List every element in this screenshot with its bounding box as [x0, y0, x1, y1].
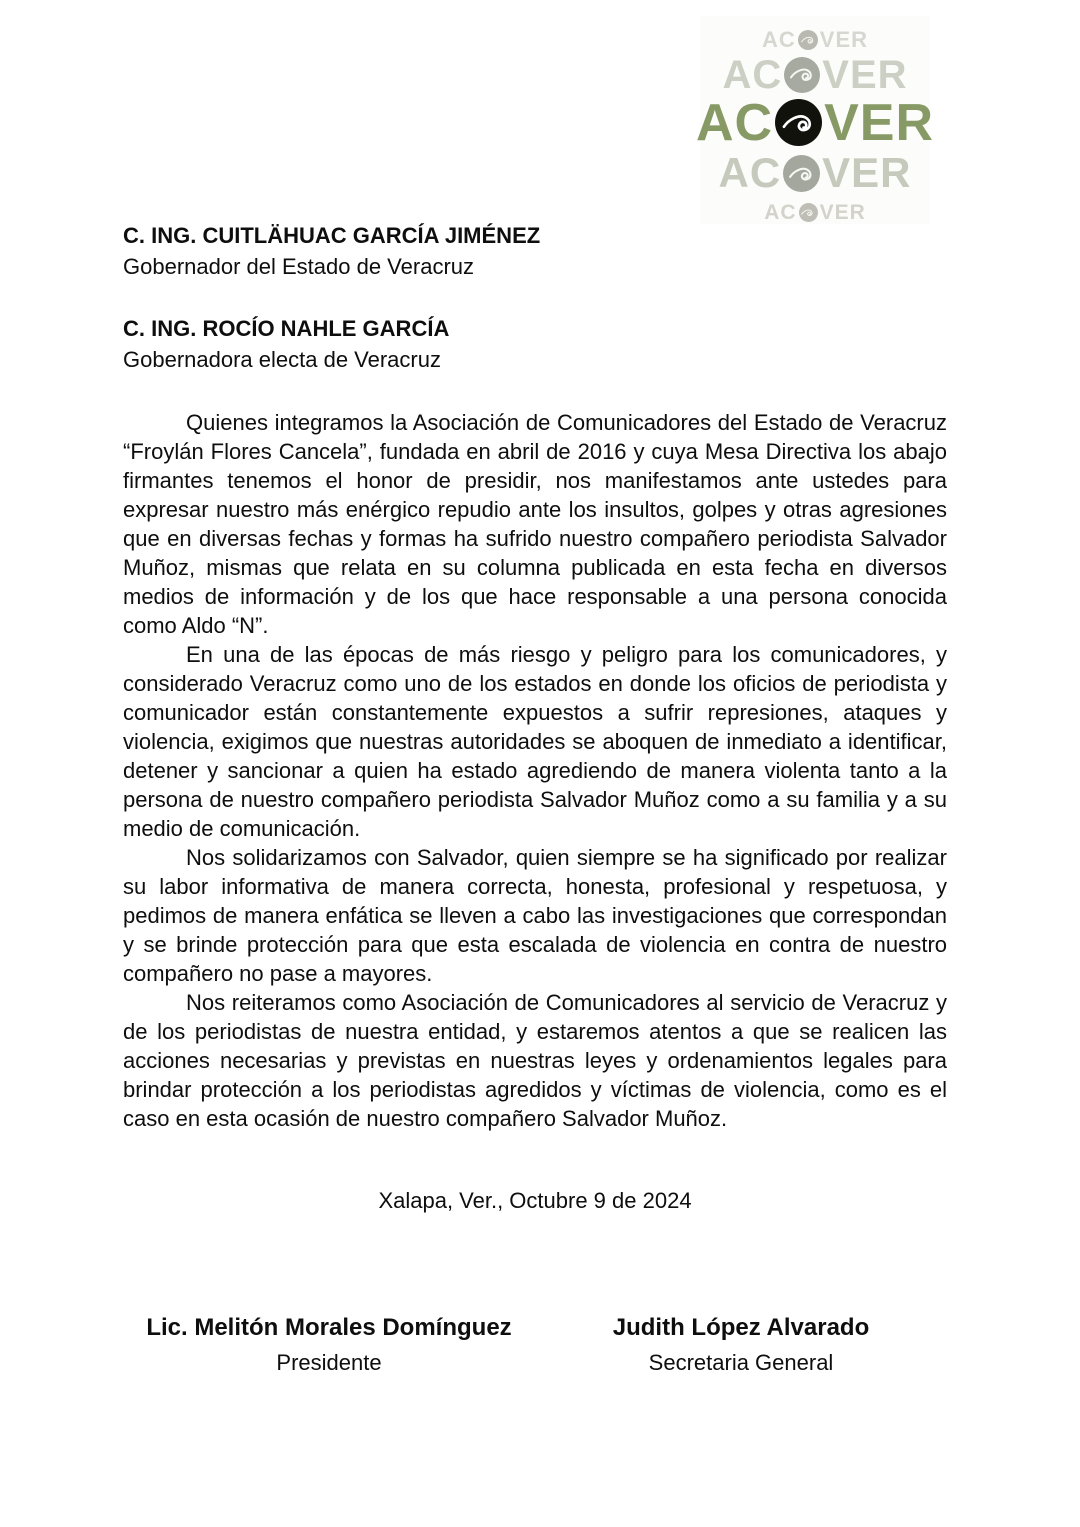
recipients-block [123, 220, 947, 406]
acover-logo [695, 16, 935, 224]
paragraph: Nos solidarizamos con Salvador, quien siempre se ha significado por realizar su labor informativa de manera correcta, honesta, profesional y respetuosa, y pedimos de manera enfática se lleven a cabo las investigaciones que correspondan y se brinde protección para que esta escalada de violencia en contra de nuestro compañero no pase a mayores. [123, 845, 947, 986]
signature-role: Secretaria General [648, 1350, 834, 1375]
signature-name: Judith López Alvarado [612, 1314, 870, 1341]
signature-role: Presidente [276, 1350, 382, 1375]
signature-president [123, 1312, 535, 1378]
logo-text-right: VER [819, 26, 869, 52]
paragraph: En una de las épocas de más riesgo y peligro para los comunicadores, y considerado Veracruz como uno de los estados en donde los oficios de periodista y comunicador están constantemente expuestos a sufrir represiones, ataques y violencia, exigimos que nuestras autoridades se aboquen de inmediato a identificar, detener y sancionar a quien ha estado agrediendo de manera violenta tanto a la persona de nuestro compañero periodista Salvador Muñoz como a su familia y a su medio de comunicación. [123, 642, 947, 841]
recipient-name: C. ING. CUITLÄHUAC GARCÍA JIMÉNEZ [123, 223, 541, 248]
wave-circle-icon [799, 203, 818, 222]
logo-main-row [695, 93, 935, 152]
logo-text-left: AC [764, 200, 797, 224]
recipient [123, 220, 947, 282]
logo-ghost-row-medium-top [722, 52, 908, 97]
paragraph: Quienes integramos la Asociación de Comunicadores del Estado de Veracruz “Froylán Flores Cancela”, fundada en abril de 2016 y cuya Mesa Directiva los abajo firmantes tenemos el honor de presidir, nos manifestamos ante ustedes para expresar nuestro más enérgico repudio ante los insultos, golpes y otras agresiones que en diversas fechas y formas ha sufrido nuestro compañero periodista Salvador Muñoz, mismas que relata en su columna publicada en esta fecha en diversos medios de información y de los que hace responsable a una persona conocida como Aldo “N”. [123, 410, 947, 638]
wave-circle-icon [798, 30, 818, 50]
logo-text-left: AC [695, 93, 774, 152]
logo-text-right: VER [822, 52, 908, 97]
logo-ghost-row-small-top [762, 28, 868, 52]
recipient-name: C. ING. ROCÍO NAHLE GARCÍA [123, 316, 450, 341]
letter-body [123, 408, 947, 1133]
logo-text-right: VER [819, 200, 866, 224]
logo-text-left: AC [722, 52, 783, 97]
wave-circle-icon [775, 99, 822, 146]
recipient-title: Gobernadora electa de Veracruz [123, 347, 441, 372]
signature-secretary [535, 1312, 947, 1378]
signatures-row [123, 1312, 947, 1378]
signature-name: Lic. Melitón Morales Domínguez [146, 1314, 512, 1341]
dateline: Xalapa, Ver., Octubre 9 de 2024 [378, 1188, 692, 1213]
logo-ghost-row-medium-bottom [718, 149, 912, 197]
recipient [123, 313, 947, 375]
logo-text-left: AC [718, 149, 782, 197]
wave-circle-icon [783, 155, 820, 192]
paragraph: Nos reiteramos como Asociación de Comunicadores al servicio de Veracruz y de los periodistas de nuestra entidad, y estaremos atentos a que se realicen las acciones necesarias y previstas en nuestras leyes y ordenamientos legales para brindar protección a los periodistas agredidos y víctimas de violencia, como es el caso en esta ocasión de nuestro compañero Salvador Muñoz. [123, 990, 947, 1131]
recipient-title: Gobernador del Estado de Veracruz [123, 254, 475, 279]
logo-text-right: VER [822, 149, 912, 197]
logo-text-right: VER [824, 93, 935, 152]
logo-text-left: AC [761, 26, 796, 52]
wave-circle-icon [784, 57, 820, 93]
